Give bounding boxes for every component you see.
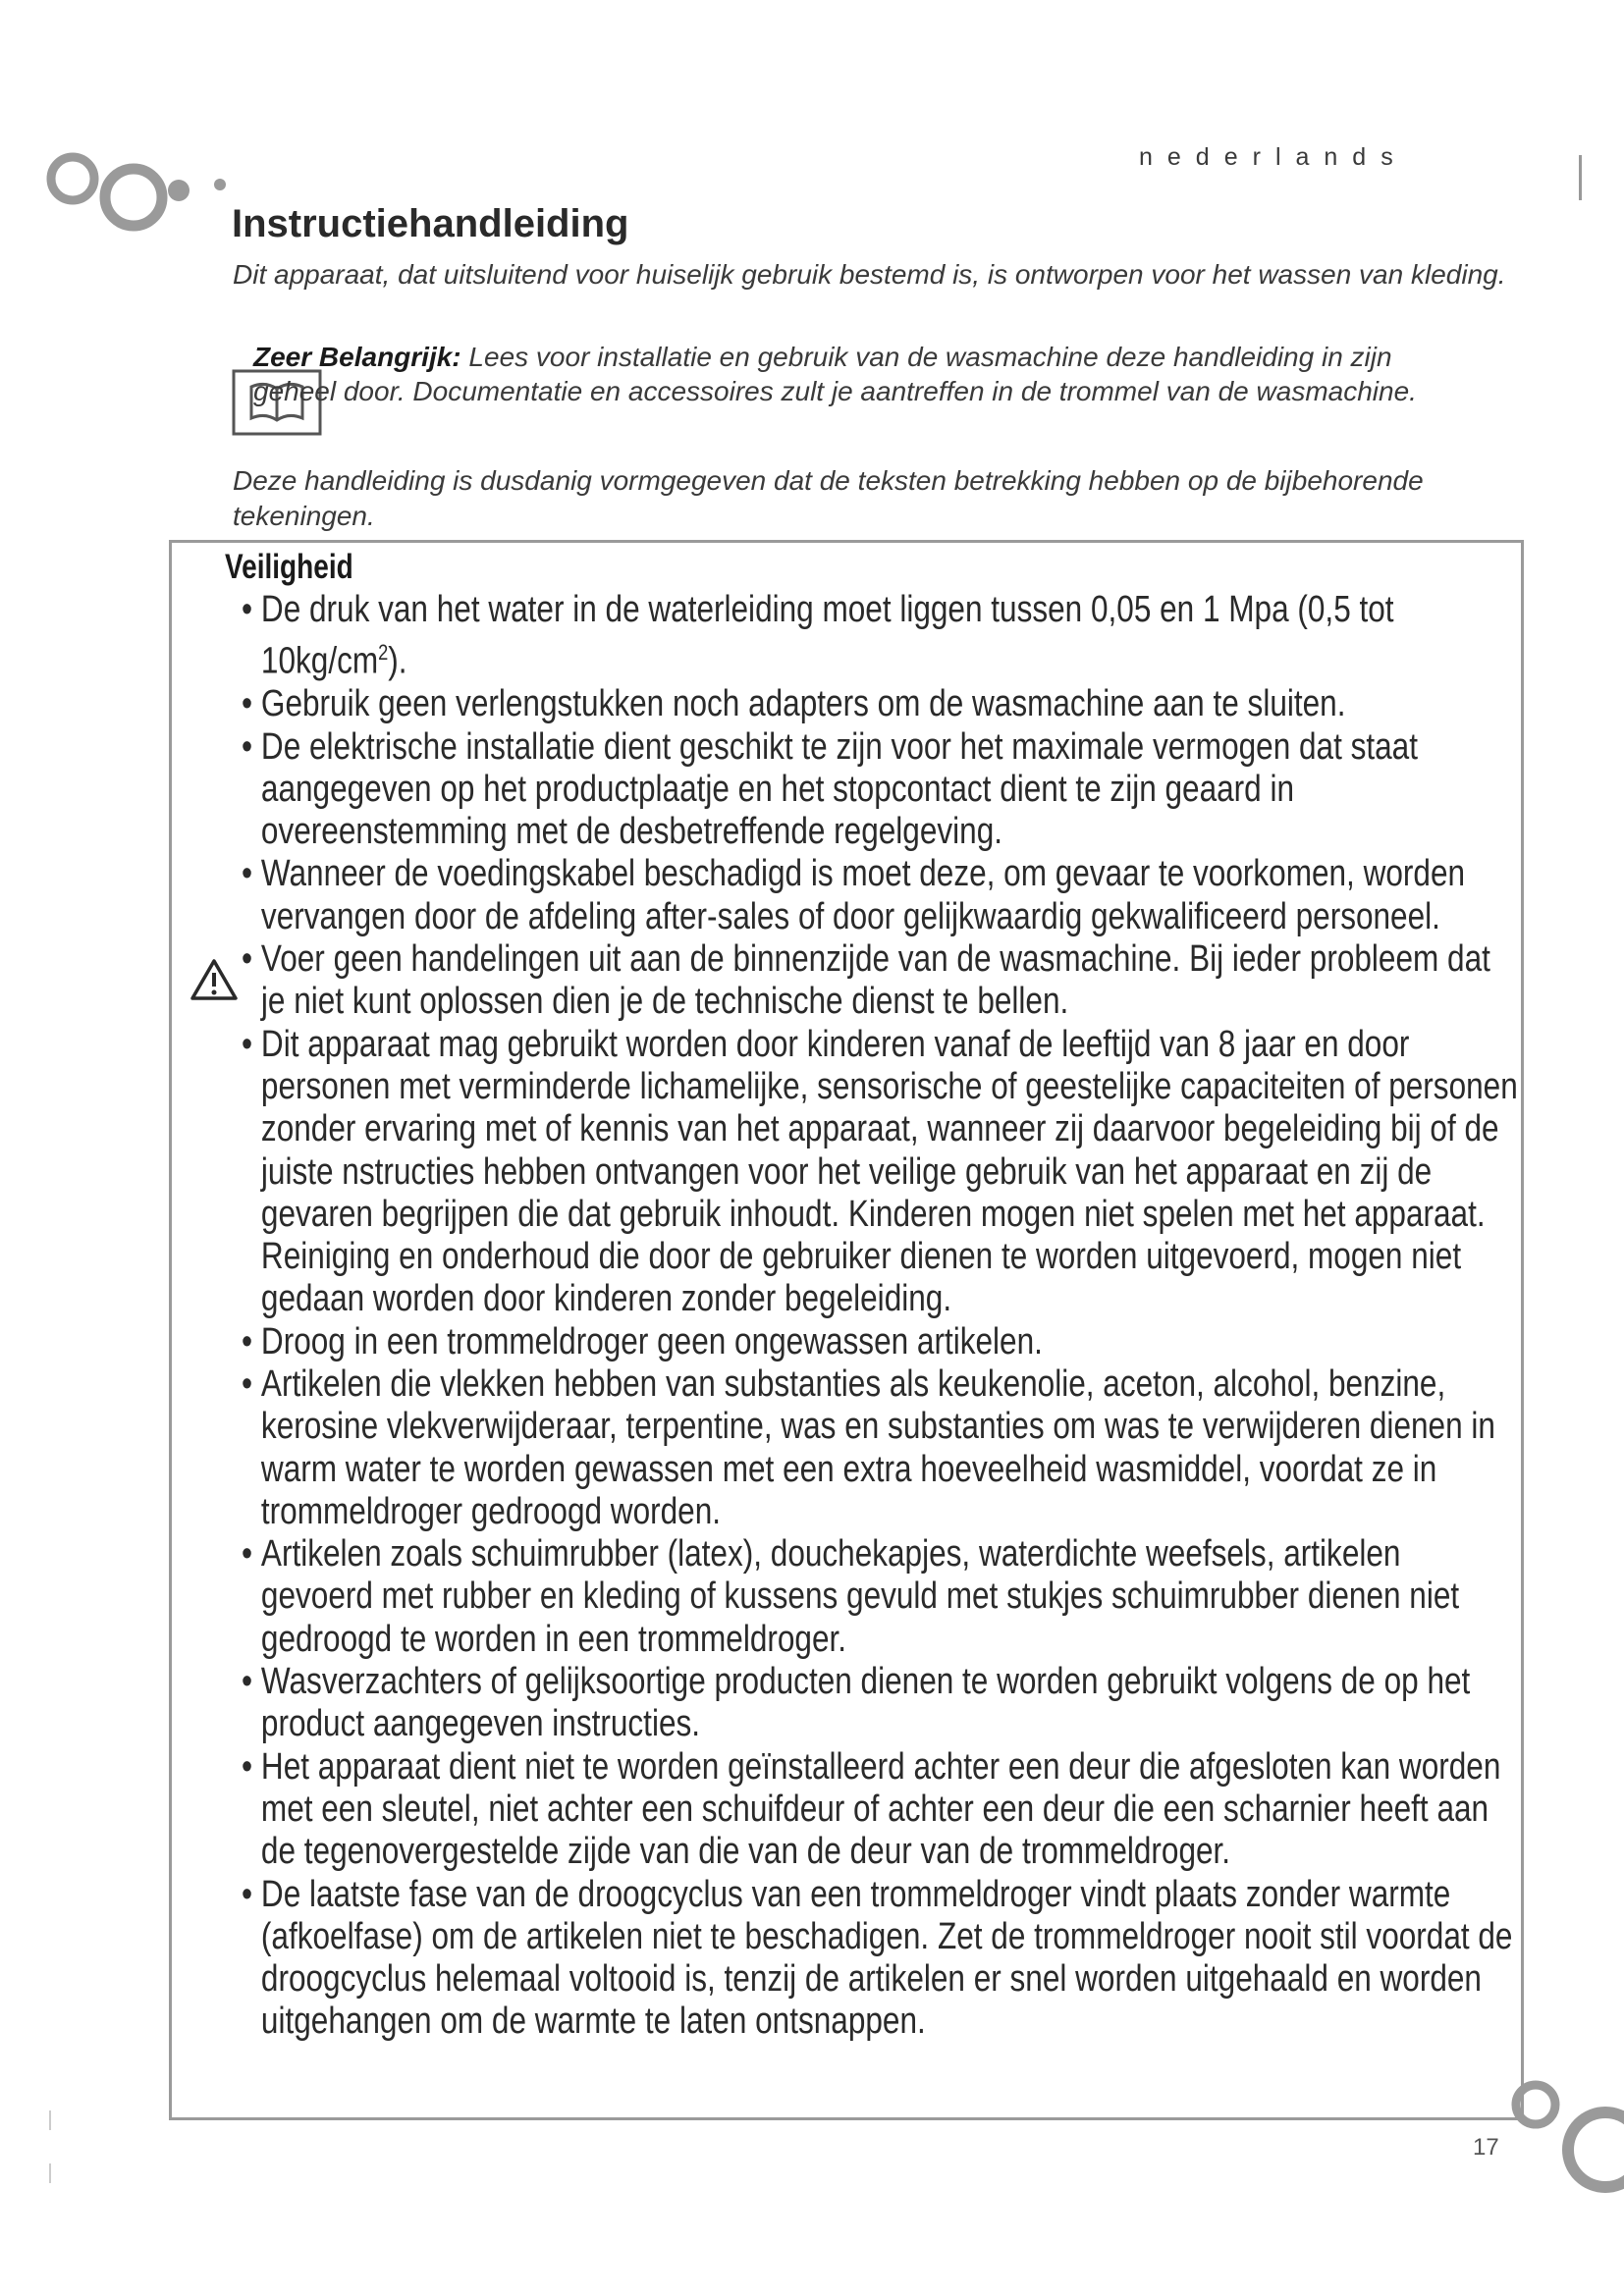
bullet-icon: •: [242, 1745, 253, 1788]
important-notice: [253, 340, 1432, 408]
safety-item-text: Het apparaat dient niet te worden geïnstalleerd achter een deur die afgesloten kan worden met een sleutel, niet achter een schuifdeur of achter een deur die een scharnier heeft aan de tegenovergestelde zijde van die van de deur van de trommeldroger.: [260, 1745, 1501, 1873]
safety-item-text: De laatste fase van de droogcyclus van een trommeldroger vindt plaats zonder warmte (afkoelfase) om de artikelen niet te beschadigen. Zet de trommeldroger nooit stil voordat de droogcyclus helemaal voltooid is, tenzij de artikelen er snel worden uitgehaald en worden uitgehangen om de warmte te laten ontsnappen.: [260, 1873, 1513, 2043]
safety-item-text: Gebruik geen verlengstukken noch adapters om de wasmachine aan te sluiten.: [260, 683, 1346, 725]
bullet-icon: •: [242, 938, 253, 981]
safety-item: [242, 1024, 1521, 1321]
safety-item: [242, 853, 1521, 938]
bullet-icon: •: [242, 1873, 253, 1915]
superscript: 2: [378, 640, 389, 666]
bullet-icon: •: [242, 1363, 253, 1405]
edge-mark: [49, 2163, 51, 2183]
safety-heading: Veiligheid: [225, 548, 353, 586]
edge-mark: [49, 2110, 51, 2130]
safety-item: [242, 1661, 1521, 1746]
safety-item: [242, 1363, 1521, 1533]
bullet-icon: •: [242, 1661, 253, 1703]
bullet-icon: •: [242, 853, 253, 895]
safety-item-text: Dit apparaat mag gebruikt worden door kinderen vanaf de leeftijd van 8 jaar en door personen met verminderde lichamelijke, sensorische of geestelijke capaciteiten of personen zonder ervaring met of kennis van het apparaat, wanneer zij daarvoor begeleiding bij of de juiste nstructies hebben ontvangen voor het veilige gebruik van het apparaat en zij de gevaren begrijpen die dat gebruik inhoudt. Kinderen mogen niet spelen met het apparaat. Reiniging en onderhoud die door de gebruiker dienen te worden uitgevoerd, mogen niet gedaan worden door kinderen zonder begeleiding.: [260, 1023, 1518, 1320]
page-title: Instructiehandleiding: [232, 202, 629, 245]
safety-item: [242, 1321, 1521, 1363]
safety-item-text: Wasverzachters of gelijksoortige producten dienen te worden gebruikt volgens de op het product aangegeven instructies.: [260, 1661, 1471, 1745]
safety-item: [242, 1533, 1521, 1661]
safety-item-text: De elektrische installatie dient geschikt te zijn voor het maximale vermogen dat staat aangegeven op het productplaatje en het stopcontact dient te zijn geaard in overeenstemming met de desbetreffende regelgeving.: [260, 725, 1418, 853]
circles-logo-icon: [39, 147, 245, 236]
warning-triangle-icon: [189, 958, 239, 1001]
safety-item: [242, 1874, 1521, 2044]
safety-item-text: Artikelen zoals schuimrubber (latex), douchekapjes, waterdichte weefsels, artikelen gevoerd met rubber en kleding of kussens gevuld met stukjes schuimrubber dienen niet gedroogd te worden in een trommeldroger.: [260, 1533, 1460, 1660]
bullet-icon: •: [242, 1023, 253, 1065]
safety-item-text: Voer geen handelingen uit aan de binnenzijde van de wasmachine. Bij ieder probleem dat je niet kunt oplossen dien je de technische dienst te bellen.: [260, 938, 1490, 1023]
safety-item: [242, 589, 1521, 683]
bullet-icon: •: [242, 589, 253, 630]
bullet-icon: •: [242, 1533, 253, 1575]
circles-logo-icon: [1492, 2071, 1624, 2199]
language-label: nederlands: [1139, 143, 1408, 171]
intro-text: Dit apparaat, dat uitsluitend voor huiselijk gebruik bestemd is, is ontworpen voor het wassen van kleding.: [233, 259, 1506, 290]
safety-item: [242, 683, 1521, 725]
edge-mark: [1579, 155, 1582, 200]
safety-item-text: Artikelen die vlekken hebben van substanties als keukenolie, aceton, alcohol, benzine, kerosine vlekverwijderaar, terpentine, was en substanties om was te verwijderen dienen in warm water te worden gewassen met een extra hoeveelheid wasmiddel, voordat ze in trommeldroger gedroogd worden.: [260, 1363, 1495, 1532]
safety-list: [242, 589, 1521, 2044]
important-text: Lees voor installatie en gebruik van de wasmachine deze handleiding in zijn geheel door. Documentatie en accessoires zult je aantreffen in de trommel van de wasmachine.: [253, 342, 1417, 406]
safety-item: [242, 1746, 1521, 1874]
safety-item-suffix: ).: [388, 640, 407, 682]
safety-item: [242, 938, 1521, 1024]
safety-item: [242, 726, 1521, 854]
important-lead: Zeer Belangrijk:: [253, 342, 461, 372]
page-number: 17: [1473, 2134, 1499, 2161]
bullet-icon: •: [242, 683, 253, 725]
safety-item-text: Droog in een trommeldroger geen ongewassen artikelen.: [260, 1320, 1043, 1362]
safety-item-text: De druk van het water in de waterleiding moet liggen tussen 0,05 en 1 Mpa (0,5 tot 10kg/cm: [260, 589, 1394, 682]
bullet-icon: •: [242, 1320, 253, 1362]
figures-note: Deze handleiding is dusdanig vormgegeven dat de teksten betrekking hebben op de bijbehorende tekeningen.: [233, 465, 1424, 531]
safety-item-text: Wanneer de voedingskabel beschadigd is moet deze, om gevaar te voorkomen, worden vervangen door de afdeling after-sales of door gelijkwaardig gekwalificeerd personeel.: [260, 853, 1466, 937]
bullet-icon: •: [242, 725, 253, 768]
